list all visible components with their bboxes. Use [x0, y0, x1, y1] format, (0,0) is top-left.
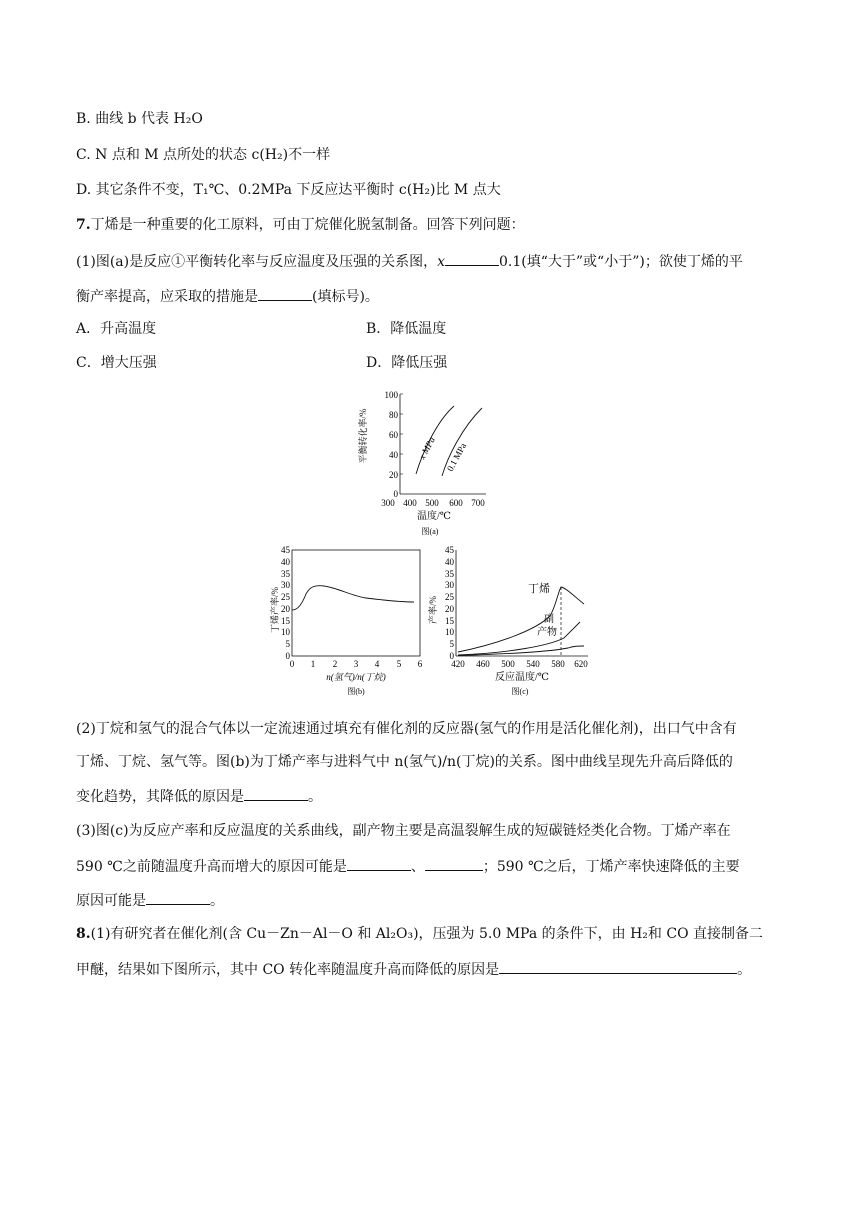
q8-line1 [76, 925, 763, 943]
figc-xlabel: 反应温度/℃ [495, 672, 549, 683]
figc-ytick: 0 [449, 651, 454, 661]
figure-c [418, 540, 596, 702]
figa-series-01: 0.1 MPa [444, 441, 469, 473]
figb-xtick: 2 [332, 659, 338, 669]
figc-ytick: 15 [445, 616, 454, 626]
q7-part2-l3 [76, 786, 322, 806]
figc-xtick: 460 [476, 659, 490, 669]
q7-p2c: 变化趋势，其降低的原因是 [76, 789, 244, 805]
answer-blank [425, 856, 483, 871]
figc-ytick: 25 [445, 592, 454, 602]
answer-blank [244, 786, 308, 801]
figb-xtick: 0 [289, 659, 295, 669]
figc-label-butene: 丁烯 [528, 583, 550, 595]
q7-part1-line2 [76, 286, 379, 306]
figa-xtick: 300 [381, 498, 395, 508]
q7-part2-l1: (2)丁烷和氢气的混合气体以一定流速通过填充有催化剂的反应器(氢气的作用是活化催化剂)，出口气中含有 [76, 721, 737, 737]
choice-a: A．升高温度 [76, 321, 157, 337]
figa-ytick: 40 [389, 450, 398, 460]
option-b: B. 曲线 b 代表 H₂O [76, 111, 203, 127]
q7-number: 7. [76, 217, 91, 233]
figb-xtick: 5 [396, 659, 402, 669]
answer-blank [347, 856, 411, 871]
figc-caption: 图(c) [511, 687, 529, 696]
figb-ytick: 5 [285, 639, 290, 649]
figb-xtick: 1 [310, 659, 316, 669]
figc-xtick: 620 [574, 659, 588, 669]
q7-p1x: x [437, 254, 446, 270]
figc-ytick: 40 [445, 557, 454, 567]
q7-part3-l3 [76, 890, 224, 910]
figb-ytick: 10 [281, 627, 290, 637]
figb-curve [292, 586, 414, 610]
q8-number: 8. [76, 926, 91, 942]
figc-xtick: 540 [526, 659, 540, 669]
figure-a [352, 384, 512, 540]
figc-label-by2: 产物 [537, 627, 557, 638]
figa-ytick: 80 [389, 410, 398, 420]
q7-p3c: 、 [410, 859, 425, 875]
q7-p1c: 衡产率提高，应采取的措施是 [76, 289, 258, 305]
q7-p1b: 0.1(填“大于”或“小于”)；欲使丁烯的平 [499, 254, 743, 270]
figb-xtick: 4 [374, 659, 380, 669]
q7-p3f: 。 [210, 893, 224, 909]
q7-part2-l2: 丁烯、丁烷、氢气等。图(b)为丁烯产率与进料气中 n(氢气)/n(丁烷)的关系。图中曲线呈现先升高后降低的 [76, 754, 733, 770]
choice-row-1 [76, 320, 447, 338]
figa-series-x: x MPa [416, 435, 437, 461]
figc-ytick: 45 [445, 545, 454, 555]
figa-xtick: 700 [471, 498, 485, 508]
figb-ytick: 35 [281, 569, 290, 579]
figb-ylabel: 丁烯产率/% [270, 587, 280, 633]
figa-ytick: 60 [389, 430, 398, 440]
figure-b [262, 540, 432, 702]
figc-xtick: 500 [501, 659, 515, 669]
figb-ytick: 15 [281, 616, 290, 626]
q7-part3-l1: (3)图(c)为反应产率和反应温度的关系曲线，副产物主要是高温裂解生成的短碳链烃类化合物。丁烯产率在 [76, 823, 731, 839]
choice-b: B．降低温度 [366, 321, 447, 337]
figb-xtick: 6 [417, 659, 423, 669]
option-d: D. 其它条件不变，T₁℃、0.2MPa 下反应达平衡时 c(H₂)比 M 点大 [76, 182, 501, 198]
figc-ytick: 10 [445, 627, 454, 637]
q7-p1a: (1)图(a)是反应①平衡转化率与反应温度及压强的关系图， [76, 254, 438, 270]
q7-stem-text: 丁烯是一种重要的化工原料，可由丁烷催化脱氢制备。回答下列问题： [90, 217, 525, 233]
q8-l2end: 。 [737, 962, 752, 978]
q7-p3e: 原因可能是 [76, 893, 146, 909]
figa-ytick: 20 [389, 470, 398, 480]
answer-blank [499, 959, 737, 974]
q7-p2d: 。 [308, 789, 322, 805]
q8-line2 [76, 959, 751, 979]
q8-l2: 甲醚，结果如下图所示，其中 CO 转化率随温度升高而降低的原因是 [76, 962, 500, 978]
choice-row-2 [76, 354, 448, 372]
figc-xtick: 420 [451, 659, 465, 669]
figb-ytick: 25 [281, 592, 290, 602]
figc-ytick: 35 [445, 569, 454, 579]
figa-ytick: 100 [384, 390, 398, 400]
figb-ytick: 20 [281, 604, 290, 614]
figb-ytick: 0 [285, 651, 290, 661]
figb-ytick: 45 [281, 545, 290, 555]
figc-ytick: 30 [445, 580, 454, 590]
answer-blank [146, 890, 210, 905]
q7-part3-l2 [76, 856, 740, 876]
figc-byproduct-curve1 [458, 622, 580, 655]
figa-ytick: 0 [393, 489, 398, 499]
figc-xtick: 580 [551, 659, 565, 669]
figb-xlabel: n(氢气)/n(丁烷) [326, 672, 386, 682]
figa-xtick: 500 [425, 498, 439, 508]
figc-butene-curve [458, 587, 584, 652]
choice-d: D．降低压强 [366, 355, 448, 371]
choice-c: C．增大压强 [76, 355, 157, 371]
q7-p3b: 590 ℃之前随温度升高而增大的原因可能是 [76, 859, 347, 875]
figa-xtick: 400 [403, 498, 417, 508]
figa-xlabel: 温度/℃ [417, 511, 451, 522]
figc-ytick: 20 [445, 604, 454, 614]
q7-part1-line1 [76, 251, 743, 271]
figb-ytick: 40 [281, 557, 290, 567]
q7-p3d: ；590 ℃之后，丁烯产率快速降低的主要 [482, 859, 740, 875]
figa-ylabel: 平衡转化率/% [358, 408, 368, 464]
q7-stem [76, 216, 525, 234]
figb-ytick: 30 [281, 580, 290, 590]
figc-label-by1: 副 [544, 614, 554, 625]
answer-blank [258, 286, 312, 301]
figa-xtick: 600 [449, 498, 463, 508]
answer-blank [445, 251, 499, 266]
figb-xtick: 3 [353, 659, 359, 669]
figc-ytick: 5 [449, 639, 454, 649]
figb-caption: 图(b) [347, 687, 365, 696]
q7-p1d: (填标号)。 [312, 289, 379, 305]
figc-ylabel: 产率/% [428, 596, 438, 624]
q8-l1: (1)有研究者在催化剂(含 Cu－Zn－Al－O 和 Al₂O₃)，压强为 5.0 MPa 的条件下，由 H₂和 CO 直接制备二 [90, 926, 764, 942]
option-c: C. N 点和 M 点所处的状态 c(H₂)不一样 [76, 147, 331, 163]
figa-caption: 图(a) [421, 527, 439, 536]
